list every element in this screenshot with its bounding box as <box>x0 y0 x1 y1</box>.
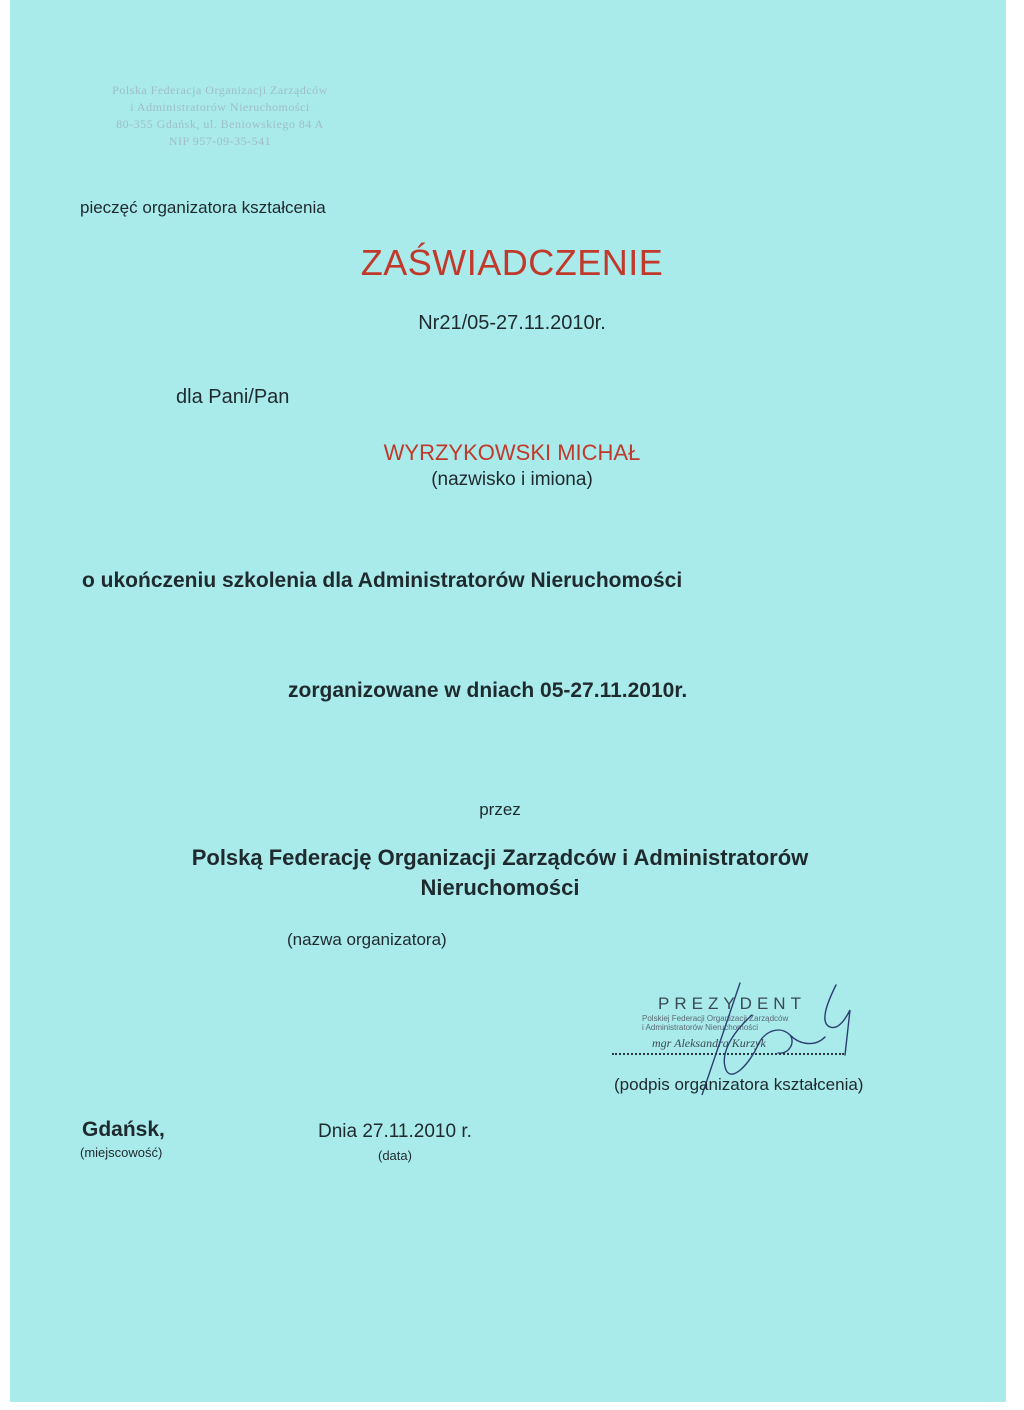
place-city: Gdańsk, <box>82 1118 165 1141</box>
document-title: ZAŚWIADCZENIE <box>360 242 664 283</box>
stamp-caption: pieczęć organizatora kształcenia <box>80 198 326 217</box>
stamp-line: 80-355 Gdańsk, ul. Beniowskiego 84 A <box>116 117 324 131</box>
organizer-caption: (nazwa organizatora) <box>287 930 447 949</box>
organizer-name-line: Nieruchomości <box>420 875 580 900</box>
place-caption: (miejscowość) <box>80 1145 163 1160</box>
signature-caption: (podpis organizatora kształcenia) <box>614 1075 864 1094</box>
recipient-name: WYRZYKOWSKI MICHAŁ <box>383 440 641 465</box>
stamp-person: mgr Aleksandra Kurzyk <box>652 1036 766 1050</box>
stamp-line: i Administratorów Nieruchomości <box>130 100 310 114</box>
course-description: o ukończeniu szkolenia dla Administratorów Nieruchomości <box>82 569 683 592</box>
recipient-caption: (nazwisko i imiona) <box>431 469 593 490</box>
stamp-org-line: Polskiej Federacji Organizacji Zarządców <box>642 1014 789 1023</box>
organizer-stamp <box>70 82 370 150</box>
organizer-name <box>0 843 1000 903</box>
issue-date: Dnia 27.11.2010 r. <box>318 1121 472 1142</box>
course-dates: zorganizowane w dniach 05-27.11.2010r. <box>288 679 688 702</box>
organizer-name-line: Polską Federację Organizacji Zarządców i Administratorów <box>191 845 809 870</box>
stamp-line: NIP 957-09-35-541 <box>168 134 272 148</box>
by-label: przez <box>479 800 521 819</box>
date-caption: (data) <box>378 1148 412 1163</box>
stamp-line: Polska Federacja Organizacji Zarządców <box>112 83 328 97</box>
recipient-label: dla Pani/Pan <box>176 386 290 408</box>
certificate-number: Nr21/05-27.11.2010r. <box>418 312 606 334</box>
stamp-org-line: i Administratorów Nieruchomości <box>642 1023 759 1032</box>
stamp-title: PREZYDENT <box>658 994 806 1013</box>
